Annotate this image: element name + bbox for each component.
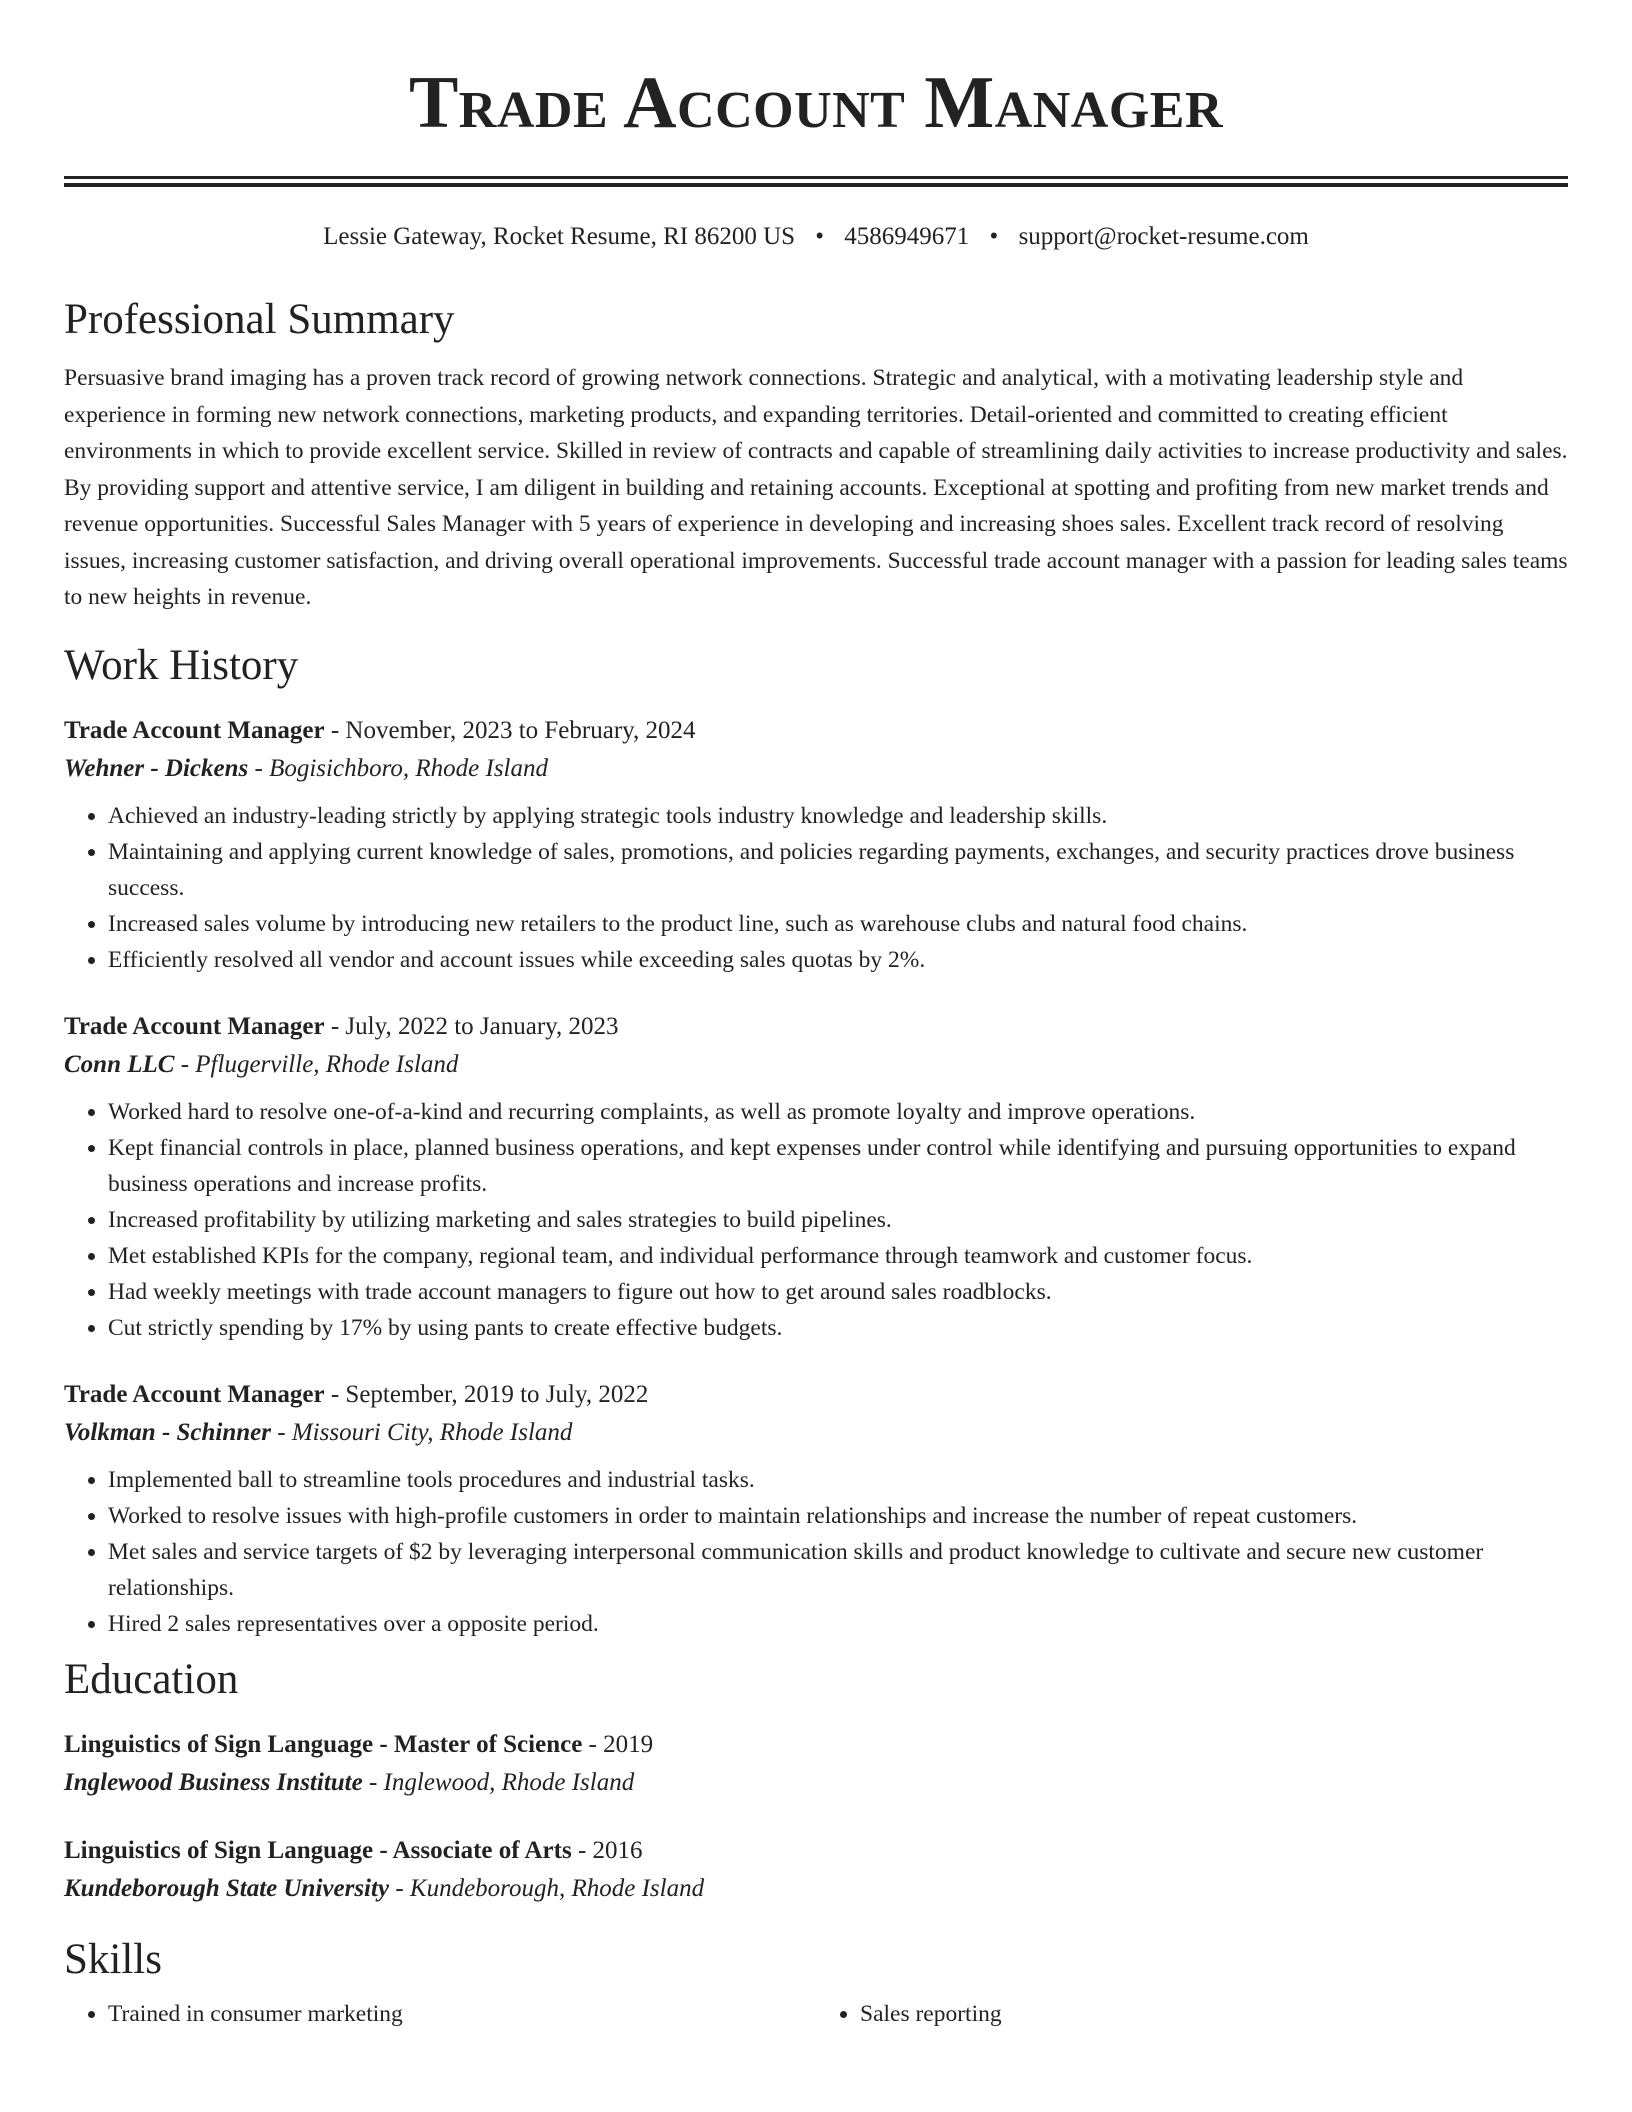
education-heading: Education [64, 1655, 239, 1703]
degree-name: Linguistics of Sign Language - Associate of Arts [64, 1836, 572, 1864]
job-bullet-list [64, 1462, 1568, 1642]
job-location: - Missouri City, Rhode Island [271, 1418, 573, 1446]
job-title-line [64, 1008, 1568, 1046]
skills-list-left [64, 1996, 816, 2032]
school-line [64, 1764, 1568, 1802]
job-title-line [64, 712, 1568, 750]
job-bullet: • Worked to resolve issues with high-profile customers in order to maintain relationships and increase the number of repeat customers. [108, 1498, 1568, 1534]
summary-text: Persuasive brand imaging has a proven track record of growing network connections. Strategic and analytical, with a motivating leadership style and experience in forming new network connections, marketing products, and expanding territories. Detail-oriented and committed to creating efficient environments in which to provide excellent service. Skilled in review of contracts and capable of streamlining daily activities to increase productivity and sales. By providing support and attentive service, I am diligent in building and retaining accounts. Exceptional at spotting and profiting from new market trends and revenue opportunities. Successful Sales Manager with 5 years of experience in developing and increasing shoes sales. Excellent track record of resolving issues, increasing customer satisfaction, and driving overall operational improvements. Successful trade account manager with a passion for leading sales teams to new heights in revenue. [64, 365, 1568, 610]
summary-heading: Professional Summary [64, 296, 455, 343]
job-dates: - November, 2023 to February, 2024 [324, 716, 696, 744]
job-role: Trade Account Manager [64, 1380, 325, 1408]
job-company-line [64, 1414, 1568, 1452]
job-bullet: • Met sales and service targets of $2 by leveraging interpersonal communication skills and product knowledge to cultivate and secure new customer relationships. [108, 1534, 1568, 1606]
job-bullet: • Hired 2 sales representatives over a opposite period. [108, 1606, 1568, 1642]
job-bullet: • Kept financial controls in place, planned business operations, and kept expenses under control while identifying and pursuing opportunities to expand business operations and increase profits. [108, 1130, 1568, 1202]
job-bullet: • Maintaining and applying current knowledge of sales, promotions, and policies regarding payments, exchanges, and security practices drove business success. [108, 834, 1568, 906]
job-bullet: • Implemented ball to streamline tools procedures and industrial tasks. [108, 1462, 1568, 1498]
contact-phone: 4586949671 [844, 223, 970, 250]
job-bullet-list [64, 1094, 1568, 1346]
job-title-line [64, 1376, 1568, 1414]
job-dates: - July, 2022 to January, 2023 [324, 1012, 619, 1040]
job-dates: - September, 2019 to July, 2022 [324, 1380, 649, 1408]
header-double-rule [64, 176, 1568, 187]
school-location: - Kundeborough, Rhode Island [389, 1874, 705, 1902]
job-location: - Bogisichboro, Rhode Island [248, 754, 548, 782]
job-bullet: • Worked hard to resolve one-of-a-kind and recurring complaints, as well as promote loyalty and improve operations. [108, 1094, 1568, 1130]
skills-heading: Skills [64, 1935, 162, 1983]
degree-year: - 2019 [582, 1730, 654, 1758]
job-bullet: • Achieved an industry-leading strictly by applying strategic tools industry knowledge and leadership skills. [108, 798, 1568, 834]
skill-item: • Trained in consumer marketing [108, 1996, 816, 2032]
job-company: Volkman - Schinner [64, 1418, 272, 1446]
job-bullet: • Cut strictly spending by 17% by using pants to create effective budgets. [108, 1310, 1568, 1346]
skill-item: • Sales reporting [860, 1996, 1568, 2032]
contact-separator: • [815, 223, 825, 250]
job-company: Conn LLC [64, 1050, 175, 1078]
job-company-line [64, 1046, 1568, 1084]
school-name: Kundeborough State University [64, 1874, 390, 1902]
job-role: Trade Account Manager [64, 716, 325, 744]
job-location: - Pflugerville, Rhode Island [174, 1050, 459, 1078]
job-bullet-list [64, 798, 1568, 978]
job-company: Wehner - Dickens [64, 754, 249, 782]
job-role: Trade Account Manager [64, 1012, 325, 1040]
resume-name-title: Trade Account Manager [408, 62, 1224, 144]
degree-name: Linguistics of Sign Language - Master of Science [64, 1730, 583, 1758]
job-bullet: • Increased profitability by utilizing marketing and sales strategies to build pipelines. [108, 1202, 1568, 1238]
job-entry [64, 712, 1568, 978]
education-entry [64, 1726, 1568, 1802]
school-name: Inglewood Business Institute [64, 1768, 363, 1796]
contact-email: support@rocket-resume.com [1018, 223, 1309, 250]
degree-year: - 2016 [571, 1836, 643, 1864]
school-line [64, 1870, 1568, 1908]
degree-line [64, 1832, 1568, 1870]
job-bullet: • Had weekly meetings with trade account managers to figure out how to get around sales roadblocks. [108, 1274, 1568, 1310]
job-entry [64, 1008, 1568, 1346]
contact-address: Lessie Gateway, Rocket Resume, RI 86200 US [323, 223, 796, 250]
contact-line [64, 220, 1568, 254]
job-company-line [64, 750, 1568, 788]
contact-separator: • [989, 223, 999, 250]
school-location: - Inglewood, Rhode Island [362, 1768, 635, 1796]
job-bullet: • Met established KPIs for the company, regional team, and individual performance through teamwork and customer focus. [108, 1238, 1568, 1274]
work-history-heading: Work History [64, 641, 299, 689]
job-bullet: • Increased sales volume by introducing new retailers to the product line, such as warehouse clubs and natural food chains. [108, 906, 1568, 942]
degree-line [64, 1726, 1568, 1764]
education-entry [64, 1832, 1568, 1908]
job-entry [64, 1376, 1568, 1642]
job-bullet: • Efficiently resolved all vendor and account issues while exceeding sales quotas by 2%. [108, 942, 1568, 978]
skills-list-right [816, 1996, 1568, 2032]
skills-columns [64, 1996, 1568, 2032]
